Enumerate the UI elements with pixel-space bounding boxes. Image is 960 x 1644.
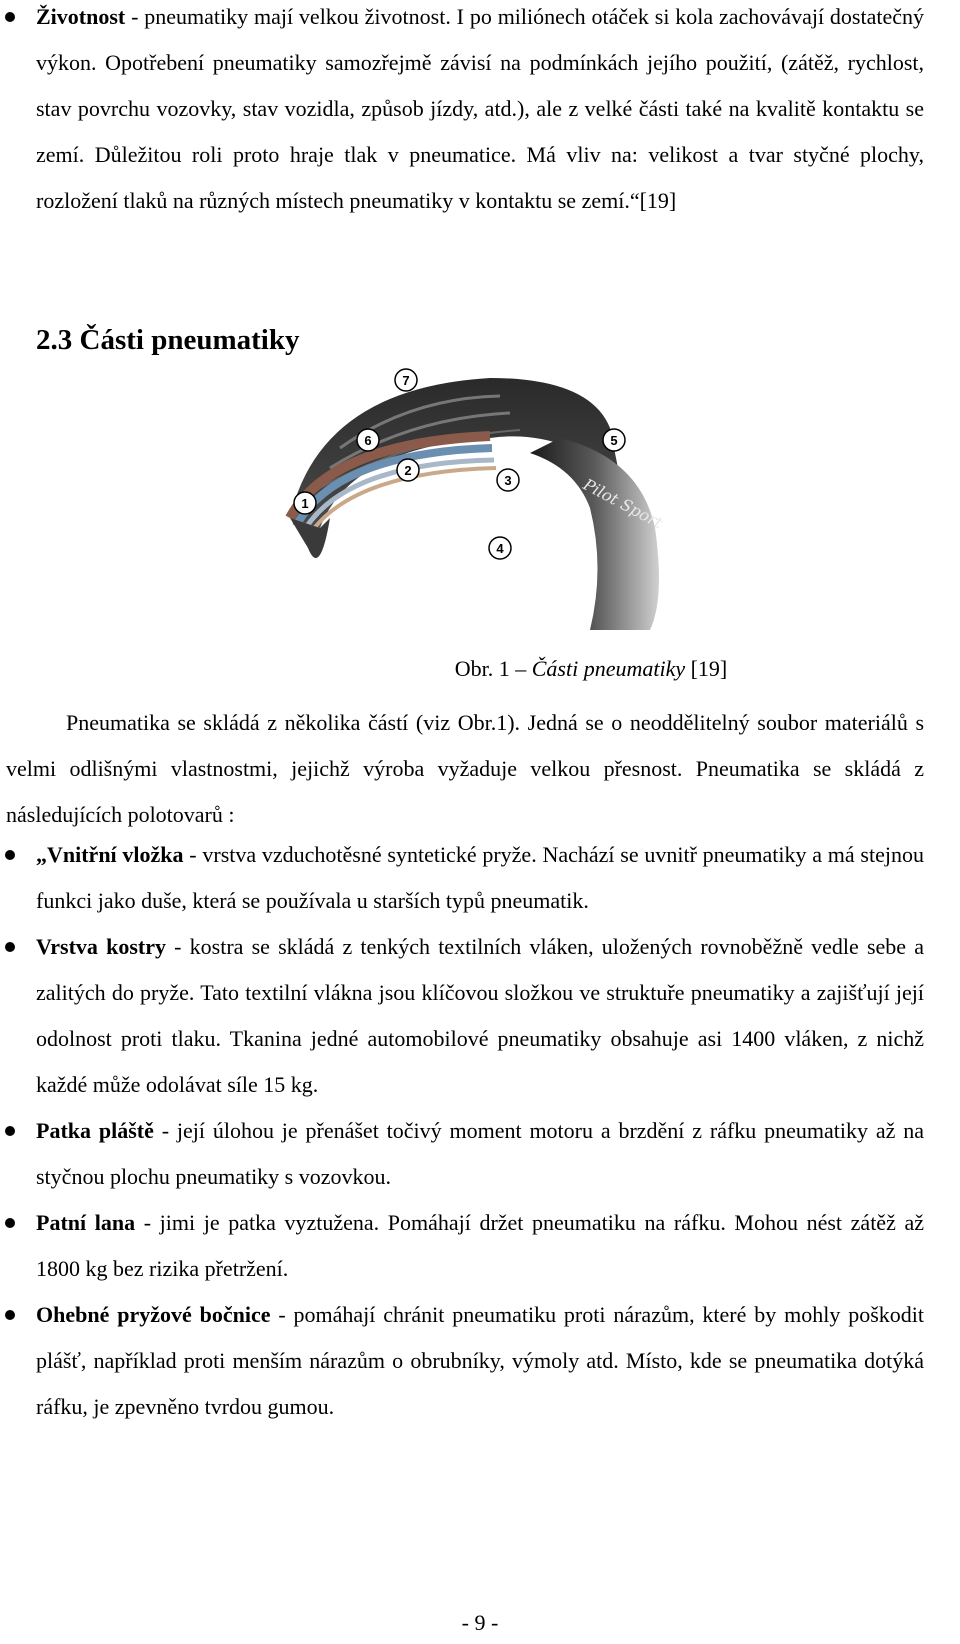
list-item-head: Vrstva kostry	[36, 934, 166, 959]
svg-text:4: 4	[496, 541, 504, 556]
list-item-text: - vrstva vzduchotěsné syntetické pryže. Nachází se uvnitř pneumatiky a má stejnou funkci jako duše, která se používala u starších typů pneumatik.	[36, 842, 924, 913]
tire-cross-section-figure	[260, 368, 700, 638]
list-item-head: Ohebné pryžové bočnice	[36, 1302, 271, 1327]
figure-caption	[0, 654, 960, 684]
list-item-text: - pneumatiky mají velkou životnost. I po miliónech otáček si kola zachovávají dostatečný výkon. Opotřebení pneumatiky samozřejmě závisí na podmínkách jejího použití, (zátěž, rychlost, stav povrchu vozovky, stav vozidla, způsob jízdy, atd.), ale z velké části také na kvalitě kontaktu se zemí. Důležitou roli proto hraje tlak v pneumatice. Má vliv na: velikost a tvar styčné plochy, rozložení tlaků na různých místech pneumatiky v kontaktu se zemí.“[19]	[36, 4, 924, 213]
svg-text:5: 5	[610, 433, 618, 448]
right-sidewall	[530, 438, 659, 630]
list-item-head: „Vnitřní vložka	[36, 842, 184, 867]
svg-text:1: 1	[301, 496, 309, 511]
callout-4	[489, 537, 511, 559]
list-item-head: Patka pláště	[36, 1118, 154, 1143]
caption-prefix: Obr. 1 –	[454, 656, 532, 681]
list-item-text: - pomáhají chránit pneumatiku proti nárazům, které by mohly poškodit plášť, například proti menším nárazům o obrubníky, výmoly atd. Místo, kde se pneumatika dotýká ráfku, je zpevněno tvrdou gumou.	[36, 1302, 924, 1419]
list-item	[0, 0, 924, 224]
caption-title: Části pneumatiky	[531, 656, 686, 681]
callout-2	[397, 459, 419, 481]
bullet-list-components	[0, 832, 960, 1430]
list-item-text: - její úlohou je přenášet točivý moment motoru a brzdění z ráfku pneumatiky až na styčnou plochu pneumatiky s vozovkou.	[36, 1118, 925, 1189]
callout-3	[497, 469, 519, 491]
list-item	[0, 924, 924, 1108]
page-number: - 9 -	[461, 1610, 499, 1635]
svg-text:6: 6	[364, 433, 372, 448]
list-item	[0, 1292, 924, 1430]
list-item-text: - kostra se skládá z tenkých textilních vláken, uložených rovnoběžně vedle sebe a zalitých do pryže. Tato textilní vlákna jsou klíčovou složkou ve struktuře pneumatiky a zajišťují její odolnost proti tlaku. Tkanina jedné automobilové pneumatiky obsahuje asi 1400 vláken, z nichž každé může odolávat síle 15 kg.	[36, 934, 924, 1097]
list-item-head: Životnost	[36, 4, 126, 29]
list-item	[0, 832, 924, 924]
svg-text:3: 3	[504, 473, 512, 488]
caption-suffix: [19]	[685, 656, 728, 681]
callout-6	[357, 429, 379, 451]
sidewall-text: Pilot Sport	[580, 474, 666, 533]
svg-text:7: 7	[402, 373, 410, 388]
callout-5	[603, 429, 625, 451]
list-item	[0, 1108, 924, 1200]
section-heading: 2.3 Části pneumatiky	[36, 324, 300, 356]
body-paragraph: Pneumatika se skládá z několika částí (viz Obr.1). Jedná se o neoddělitelný soubor materiálů s velmi odlišnými vlastnostmi, jejichž výroba vyžaduje velkou přesnost. Pneumatika se skládá z následujících polotovarů :	[6, 710, 924, 827]
list-item-head: Patní lana	[36, 1210, 136, 1235]
bullet-list-top	[0, 0, 960, 224]
callout-1	[294, 492, 316, 514]
svg-text:2: 2	[404, 463, 412, 478]
callout-7	[395, 369, 417, 391]
list-item-text: - jimi je patka vyztužena. Pomáhají držet pneumatiku na ráfku. Mohou nést zátěž až 1800 kg bez rizika přetržení.	[36, 1210, 924, 1281]
list-item	[0, 1200, 924, 1292]
